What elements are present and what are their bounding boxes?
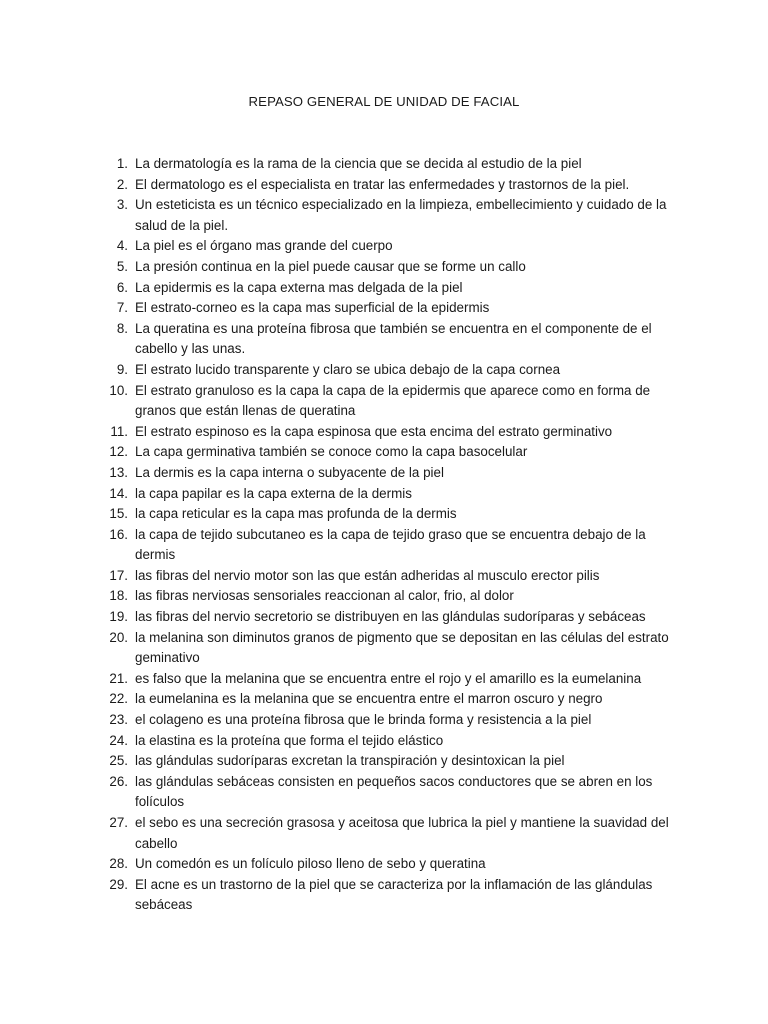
list-item-text: la melanina son diminutos granos de pigmento que se depositan en las células del estrato geminativo	[135, 629, 669, 666]
list-item-number: 11.	[110, 423, 128, 439]
list-item-text: La piel es el órgano mas grande del cuerpo	[135, 238, 393, 254]
list-item-text: El estrato-corneo es la capa mas superficial de la epidermis	[135, 300, 490, 316]
list-item	[0, 628, 768, 669]
list-item	[0, 689, 768, 710]
list-item-text: El acne es un trastorno de la piel que se caracteriza por la inflamación de las glándulas sebáceas	[135, 876, 653, 913]
list-item	[0, 257, 768, 278]
list-item-text: El estrato granuloso es la capa la capa de la epidermis que aparece como en forma de granos que están llenas de queratina	[135, 382, 651, 419]
list-item-number: 24.	[109, 732, 128, 748]
list-item-number: 10.	[109, 382, 128, 398]
list-item	[0, 854, 768, 875]
list-item	[0, 751, 768, 772]
list-item	[0, 484, 768, 505]
list-item-text: el sebo es una secreción grasosa y aceitosa que lubrica la piel y mantiene la suavidad del cabello	[135, 815, 669, 851]
list-item	[0, 772, 768, 813]
list-item-text: la eumelanina es la melanina que se encuentra entre el marron oscuro y negro	[135, 691, 603, 707]
list-item-text: la capa papilar es la capa externa de la dermis	[135, 485, 412, 501]
list-item-number: 19.	[109, 609, 128, 625]
list-item	[0, 422, 768, 443]
list-item	[0, 154, 768, 175]
list-item-number: 3.	[116, 197, 128, 213]
list-item	[0, 607, 768, 628]
list-item	[0, 442, 768, 463]
numbered-list	[0, 154, 768, 916]
list-item-text: El dermatologo es el especialista en tratar las enfermedades y trastornos de la piel.	[135, 176, 630, 192]
list-item	[0, 236, 768, 257]
list-item-number: 25.	[109, 753, 128, 769]
list-item	[0, 381, 768, 422]
list-item-text: la capa de tejido subcutaneo es la capa de tejido graso que se encuentra debajo de la dermis	[135, 526, 646, 563]
list-item-text: las glándulas sebáceas consisten en pequeños sacos conductores que se abren en los folículos	[135, 773, 653, 810]
list-item-text: La dermis es la capa interna o subyacente de la piel	[135, 464, 444, 480]
document-title: REPASO GENERAL DE UNIDAD DE FACIAL	[248, 94, 520, 109]
list-item	[0, 175, 768, 196]
list-item-number: 14.	[109, 485, 128, 501]
list-item-text: las fibras nerviosas sensoriales reaccionan al calor, frio, al dolor	[135, 588, 514, 604]
list-item	[0, 525, 768, 566]
list-item	[0, 319, 768, 360]
list-item-number: 12.	[109, 444, 128, 460]
list-item	[0, 813, 768, 854]
list-item-number: 1.	[116, 156, 128, 171]
list-item-text: la elastina es la proteína que forma el tejido elástico	[135, 732, 444, 748]
list-item	[0, 566, 768, 587]
list-item-number: 15.	[109, 506, 128, 522]
list-item	[0, 195, 768, 236]
list-item-number: 6.	[116, 279, 128, 295]
list-item-text: La epidermis es la capa externa mas delgada de la piel	[135, 279, 463, 295]
list-item-number: 4.	[116, 238, 128, 254]
list-item-text: El estrato espinoso es la capa espinosa que esta encima del estrato germinativo	[135, 423, 613, 439]
list-item-number: 16.	[109, 526, 128, 542]
list-item-text: las glándulas sudoríparas excretan la transpiración y desintoxican la piel	[135, 753, 565, 769]
list-item-text: es falso que la melanina que se encuentra entre el rojo y el amarillo es la eumelanina	[135, 670, 642, 686]
list-item-text: las fibras del nervio motor son las que están adheridas al musculo erector pilis	[135, 567, 600, 583]
list-item-number: 22.	[109, 691, 128, 707]
list-item-number: 20.	[109, 629, 128, 645]
list-item-number: 9.	[116, 361, 128, 377]
list-item-text: las fibras del nervio secretorio se distribuyen en las glándulas sudoríparas y sebáceas	[135, 609, 646, 625]
list-item	[0, 504, 768, 525]
list-item-number: 13.	[109, 464, 128, 480]
list-item	[0, 710, 768, 731]
list-item-text: La capa germinativa también se conoce como la capa basocelular	[135, 444, 528, 460]
list-item-number: 2.	[116, 176, 128, 192]
list-item-number: 26.	[109, 773, 128, 789]
list-item-text: La presión continua en la piel puede causar que se forme un callo	[135, 258, 526, 274]
list-item-number: 18.	[109, 588, 128, 604]
list-item	[0, 875, 768, 916]
list-item-text: La dermatología es la rama de la ciencia que se decida al estudio de la piel	[135, 156, 582, 171]
list-item-text: el colageno es una proteína fibrosa que le brinda forma y resistencia a la piel	[135, 712, 592, 728]
list-item-number: 21.	[109, 670, 128, 686]
list-item-number: 17.	[109, 567, 128, 583]
list-item	[0, 586, 768, 607]
list-item	[0, 731, 768, 752]
list-item	[0, 298, 768, 319]
list-item-number: 7.	[116, 300, 128, 316]
list-item-number: 23.	[109, 712, 128, 728]
list-item-number: 8.	[116, 320, 128, 336]
list-item	[0, 278, 768, 299]
list-item	[0, 463, 768, 484]
list-item-text: Un esteticista es un técnico especializado en la limpieza, embellecimiento y cuidado de la salud de la piel.	[135, 197, 667, 233]
list-item-text: La queratina es una proteína fibrosa que también se encuentra en el componente de el cabello y las unas.	[135, 320, 652, 357]
list-item-number: 29.	[109, 876, 128, 892]
list-item-text: la capa reticular es la capa mas profunda de la dermis	[135, 506, 457, 522]
list-item-text: El estrato lucido transparente y claro se ubica debajo de la capa cornea	[135, 361, 561, 377]
list-item	[0, 669, 768, 690]
list-item	[0, 360, 768, 381]
list-item-number: 28.	[109, 856, 128, 872]
list-item-text: Un comedón es un folículo piloso lleno de sebo y queratina	[135, 856, 486, 872]
list-item-number: 5.	[116, 258, 128, 274]
list-item-number: 27.	[109, 815, 128, 830]
